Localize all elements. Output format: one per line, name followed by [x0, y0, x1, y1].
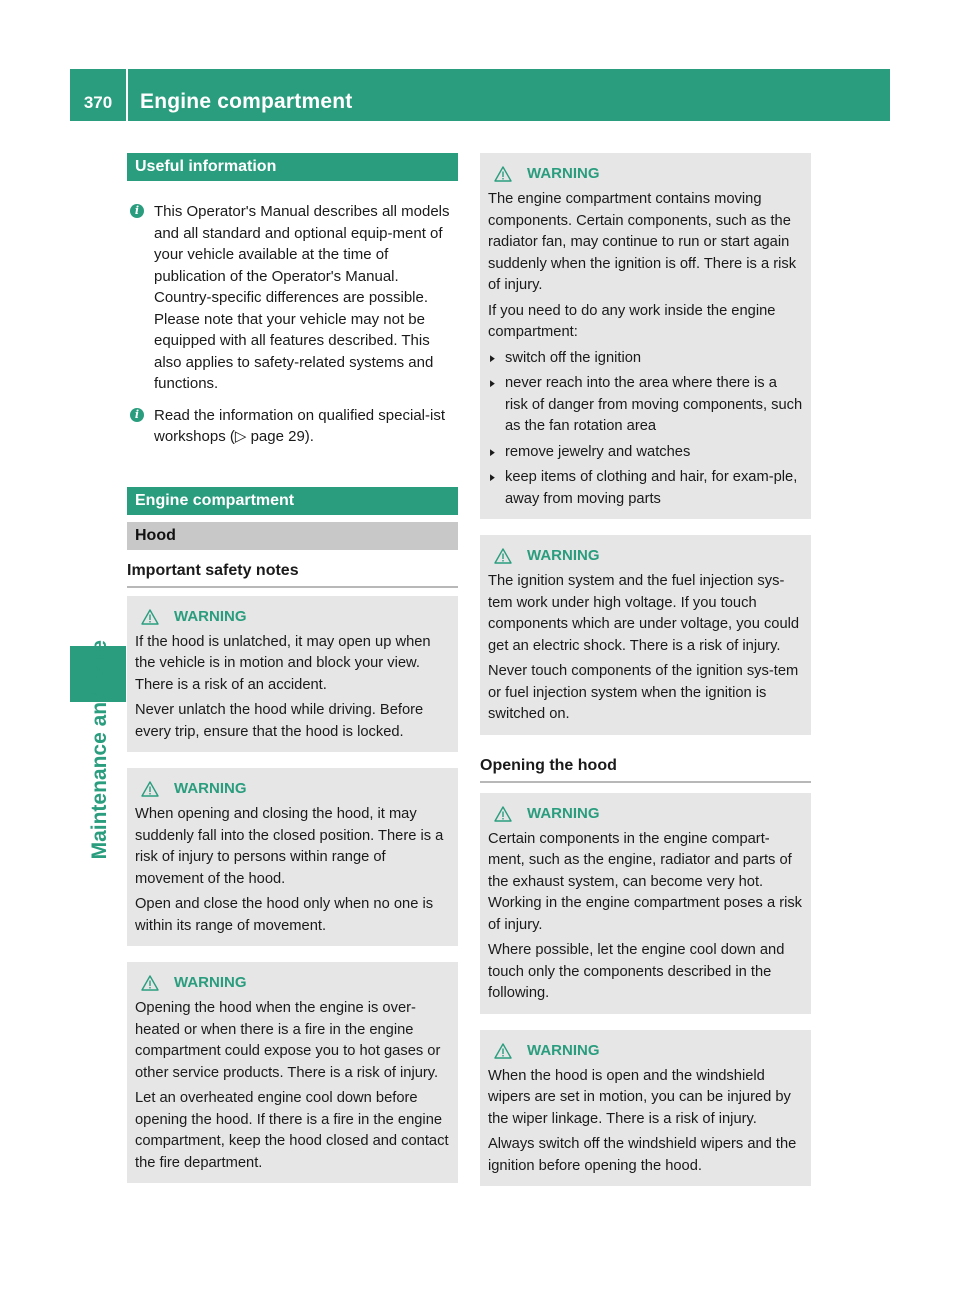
info-list: [127, 201, 458, 448]
side-tab-label: Maintenance and care: [88, 640, 111, 860]
warning-text: Open and close the hood only when no one is within its range of movement.: [135, 896, 434, 934]
warning-label: WARNING: [527, 165, 600, 183]
warning-triangle-icon: [141, 975, 159, 991]
warning-text: The engine compartment contains moving components. Certain components, such as the radiator fan, may continue to run or start again suddenly when the ignition is off. There is a risk of injury.: [488, 191, 797, 293]
info-item: [127, 405, 458, 448]
info-icon: i: [130, 408, 144, 422]
warning-label: WARNING: [174, 974, 247, 992]
side-tab: [86, 640, 116, 900]
warning-label: WARNING: [527, 1041, 600, 1059]
warning-label: WARNING: [527, 547, 600, 565]
page-number: 370: [83, 93, 113, 112]
warning-triangle-icon: [494, 548, 512, 564]
warning-header: [135, 972, 450, 994]
warning-text: Where possible, let the engine cool down and touch only the components described in the following.: [488, 942, 785, 1001]
info-icon: i: [130, 204, 144, 218]
warning-header: [488, 803, 803, 825]
list-item: ▶ never reach into the area where there is a risk of danger from moving components, such as the fan rotation area: [488, 373, 803, 438]
warning-box: [127, 962, 458, 1183]
warning-text: If the hood is unlatched, it may open up when the vehicle is in motion and block your view. There is a risk of an accident.: [135, 633, 431, 693]
subsection-hood: Hood: [127, 522, 458, 550]
header-divider: [126, 69, 128, 121]
warning-text: The ignition system and the fuel injection sys-tem work under high voltage. If you touch components which are under voltage, you could get an electric shock. There is a risk of injury.: [488, 573, 800, 654]
left-column: [127, 153, 458, 1183]
warning-text: Never touch components of the ignition sys-tem or fuel injection system when the ignition is switched on.: [488, 663, 799, 722]
heading-safety-notes: Important safety notes: [127, 562, 458, 588]
warning-box: [480, 153, 811, 519]
warning-text: Opening the hood when the engine is over-heated or when there is a fire in the engine compartment could expose you to hot gases or other service products. There is a risk of injury.: [135, 1000, 441, 1081]
info-text: This Operator's Manual describes all models and all standard and optional equip-ment of your vehicle available at the time of publication of the Operator's Manual. Country-specific differences are possible. Please note that your vehicle may not be equipped with all features described. This also applies to safety-related systems and functions.: [154, 203, 450, 392]
warning-header: [488, 1040, 803, 1062]
warning-triangle-icon: [494, 806, 512, 822]
bullet-list: [488, 348, 803, 511]
warning-header: [488, 163, 803, 185]
warning-triangle-icon: [141, 609, 159, 625]
warning-text: Never unlatch the hood while driving. Before every trip, ensure that the hood is locked.: [135, 702, 424, 740]
warning-label: WARNING: [527, 804, 600, 822]
heading-opening-the-hood: Opening the hood: [480, 757, 811, 783]
warning-header: [488, 545, 803, 567]
warning-text: When the hood is open and the windshield wipers are set in motion, you can be injured by the wiper linkage. There is a risk of injury.: [488, 1067, 791, 1127]
warning-text: If you need to do any work inside the engine compartment:: [488, 302, 776, 340]
info-item: [127, 201, 458, 395]
warning-box: [480, 1030, 811, 1187]
list-item: ▶ remove jewelry and watches: [488, 442, 803, 464]
warning-text: Certain components in the engine compart-ment, such as the engine, radiator and parts of the exhaust system, can become very hot. Working in the engine compartment poses a risk of injury.: [488, 830, 803, 933]
warning-triangle-icon: [494, 1043, 512, 1059]
warning-box: [480, 793, 811, 1014]
section-engine-compartment: Engine compartment: [127, 487, 458, 515]
warning-triangle-icon: [494, 166, 512, 182]
warning-label: WARNING: [174, 607, 247, 625]
warning-header: [135, 778, 450, 800]
section-useful-information: Useful information: [127, 153, 458, 181]
page-title: Engine compartment: [140, 90, 353, 113]
info-text: Read the information on qualified special-ist workshops (▷ page 29).: [154, 406, 445, 445]
warning-box: [480, 535, 811, 735]
warning-text: When opening and closing the hood, it may suddenly fall into the closed position. There is a risk of injury to persons within range of movement of the hood.: [135, 806, 444, 887]
list-item: ▶ keep items of clothing and hair, for exam-ple, away from moving parts: [488, 467, 803, 510]
list-item: ▶ switch off the ignition: [488, 348, 803, 370]
warning-header: [135, 606, 450, 628]
right-column: [480, 153, 811, 1186]
warning-text: Let an overheated engine cool down before opening the hood. If there is a fire in the engine compartment, keep the hood closed and contact the fire department.: [135, 1090, 449, 1171]
warning-box: [127, 768, 458, 946]
warning-box: [127, 596, 458, 753]
warning-label: WARNING: [174, 780, 247, 798]
warning-triangle-icon: [141, 781, 159, 797]
warning-text: Always switch off the windshield wipers and the ignition before opening the hood.: [488, 1136, 797, 1174]
